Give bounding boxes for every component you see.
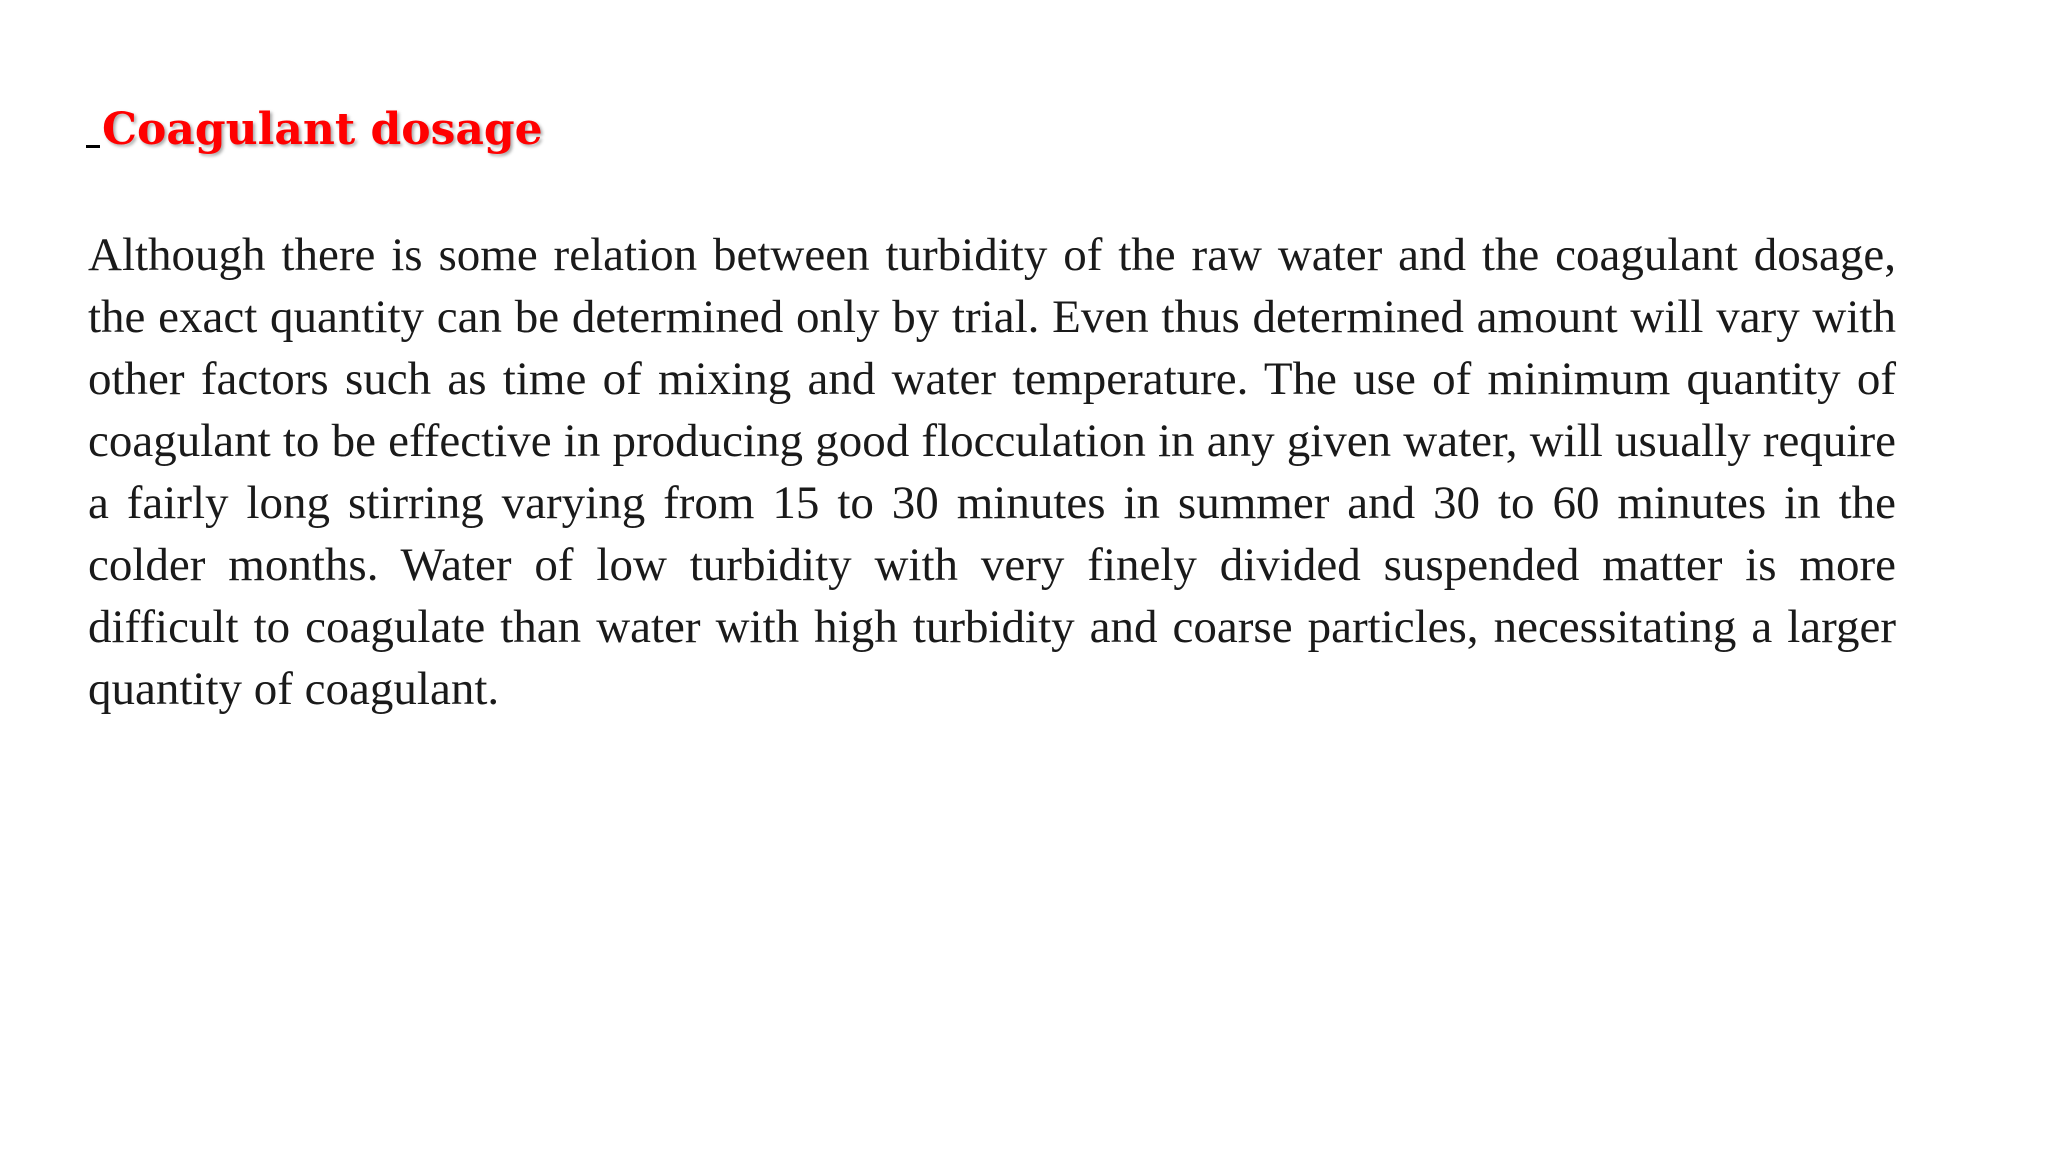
body-paragraph: Although there is some relation between turbidity of the raw water and the coagulant dosage, the exact quantity can be determined only by trial. Even thus determined amount will vary with other factors such as time of mixing and water temperature. The use of minimum quantity of coagulant to be effective in producing good flocculation in any given water, will usually require a fairly long stirring varying from 15 to 30 minutes in summer and 30 to 60 minutes in the colder months. Water of low turbidity with very finely divided suspended matter is more difficult to coagulate than water with high turbidity and coarse particles, necessitating a larger quantity of coagulant. <box>88 229 1896 715</box>
dash-icon <box>86 145 100 148</box>
slide-title: Coagulant dosage <box>102 104 543 155</box>
slide-heading <box>86 100 543 160</box>
